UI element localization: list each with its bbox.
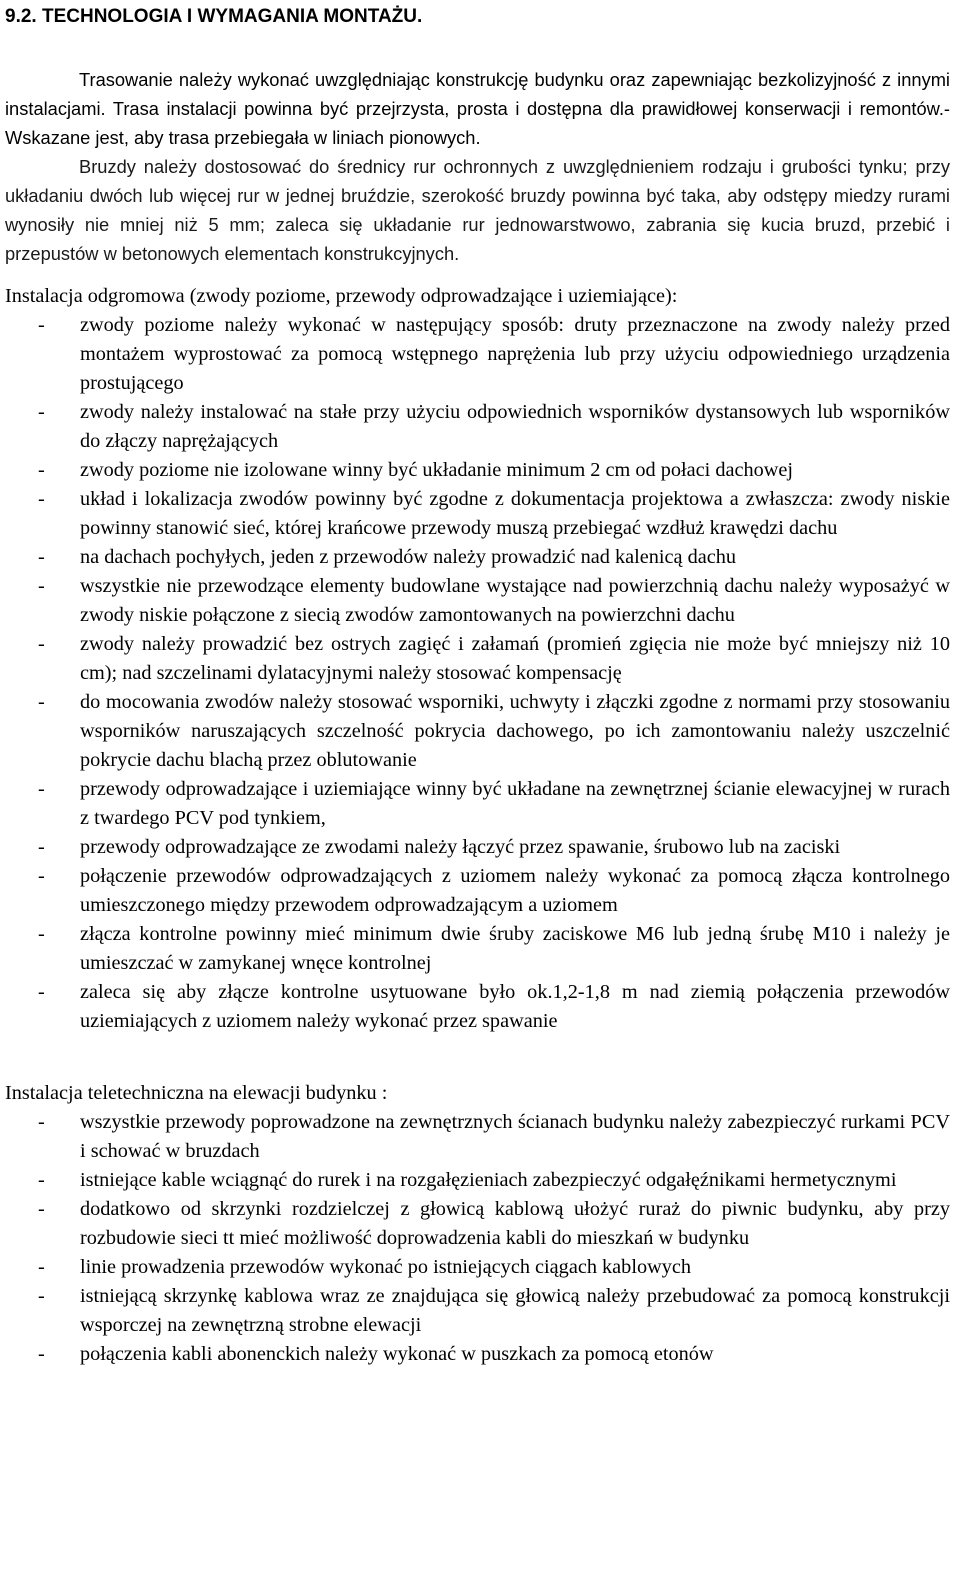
list-item xyxy=(5,485,950,543)
list-item xyxy=(5,311,950,398)
dash-bullet: - xyxy=(38,778,45,800)
list-item-text: układ i lokalizacja zwodów powinny być zgodne z dokumentacja projektowa a zwłaszcza: zwody niskie powinny stanowić sieć, której krańcowe przewody muszą przebiegać wzdłuż krawędzi dachu xyxy=(80,488,950,539)
dash-bullet: - xyxy=(38,546,45,568)
list-item xyxy=(5,456,950,485)
lightning-list xyxy=(5,311,950,1036)
dash-bullet: - xyxy=(38,865,45,887)
list-item xyxy=(5,543,950,572)
dash-bullet: - xyxy=(38,981,45,1003)
dash-bullet: - xyxy=(38,836,45,858)
list-item xyxy=(5,688,950,775)
list-item-text: dodatkowo od skrzynki rozdzielczej z głowicą kablową ułożyć ruraż do piwnic budynku, aby przy rozbudowie sieci tt mieć możliwość doprowadzenia kabli do mieszkań w budynku xyxy=(80,1198,950,1249)
paragraph-grooves: Bruzdy należy dostosować do średnicy rur ochronnych z uwzględnieniem rodzaju i grubości tynku; przy układaniu dwóch lub więcej rur w jednej bruździe, szerokość bruzdy powinna być taka, aby odstępy miedzy rurami wynosiły nie mniej niż 5 mm; zaleca się układanie rur jednowarstwowo, zabrania się kucia bruzd, przebić i przepustów w betonowych elementach konstrukcyjnych. xyxy=(5,156,950,264)
dash-bullet: - xyxy=(38,1285,45,1307)
list-item xyxy=(5,1108,950,1166)
dash-bullet: - xyxy=(38,1343,45,1365)
list-item xyxy=(5,978,950,1036)
list-item-text: do mocowania zwodów należy stosować wsporniki, uchwyty i złączki zgodne z normami przy stosowaniu wsporników naruszających szczelność pokrycia dachowego, po ich zamontowaniu należy uszczelnić pokrycie dachu blachą przez oblutowanie xyxy=(80,691,950,771)
list-item xyxy=(5,1340,950,1369)
list-item-text: złącza kontrolne powinny mieć minimum dwie śruby zaciskowe M6 lub jedną śrubę M10 i należy je umieszczać w zamykanej wnęce kontrolnej xyxy=(80,923,950,974)
lightning-intro: Instalacja odgromowa (zwody poziome, przewody odprowadzające i uziemiające): xyxy=(5,285,678,307)
dash-bullet: - xyxy=(38,1169,45,1191)
list-item xyxy=(5,398,950,456)
dash-bullet: - xyxy=(38,1111,45,1133)
list-item-text: zwody należy instalować na stałe przy użyciu odpowiednich wsporników dystansowych lub wsporników do złączy naprężających xyxy=(80,401,950,452)
list-item xyxy=(5,572,950,630)
list-item-text: połączenia kabli abonenckich należy wykonać w puszkach za pomocą etonów xyxy=(80,1343,714,1365)
list-item-text: wszystkie nie przewodzące elementy budowlane wystające nad powierzchnią dachu należy wyposażyć w zwody niskie połączone z siecią zwodów zamontowanych na powierzchni dachu xyxy=(80,575,950,626)
list-item xyxy=(5,920,950,978)
list-item xyxy=(5,833,950,862)
list-item xyxy=(5,1166,950,1195)
list-item-text: istniejącą skrzynkę kablowa wraz ze znajdująca się głowicą należy przebudować za pomocą konstrukcji wsporczej na zewnętrzną strobne elewacji xyxy=(80,1285,950,1336)
list-item-text: przewody odprowadzające ze zwodami należy łączyć przez spawanie, śrubowo lub na zaciski xyxy=(80,836,841,858)
dash-bullet: - xyxy=(38,459,45,481)
list-item xyxy=(5,775,950,833)
section-heading: 9.2. TECHNOLOGIA I WYMAGANIA MONTAŻU. xyxy=(5,6,423,27)
list-item-text: istniejące kable wciągnąć do rurek i na rozgałęzieniach zabezpieczyć odgałęźnikami hermetycznymi xyxy=(80,1169,897,1191)
list-item xyxy=(5,862,950,920)
dash-bullet: - xyxy=(38,1198,45,1220)
dash-bullet: - xyxy=(38,633,45,655)
telecom-intro: Instalacja teletechniczna na elewacji budynku : xyxy=(5,1082,388,1104)
dash-bullet: - xyxy=(38,488,45,510)
list-item-text: zwody poziome nie izolowane winny być układanie minimum 2 cm od połaci dachowej xyxy=(80,459,794,481)
list-item xyxy=(5,1253,950,1282)
list-item-text: na dachach pochyłych, jeden z przewodów należy prowadzić nad kalenicą dachu xyxy=(80,546,737,568)
list-item xyxy=(5,1195,950,1253)
list-item-text: połączenie przewodów odprowadzających z uziomem należy wykonać za pomocą złącza kontrolnego umieszczonego między przewodem odprowadzającym a uziomem xyxy=(80,865,950,916)
list-item xyxy=(5,1282,950,1340)
dash-bullet: - xyxy=(38,691,45,713)
paragraph-routing: Trasowanie należy wykonać uwzględniając konstrukcję budynku oraz zapewniając bezkolizyjność z innymi instalacjami. Trasa instalacji powinna być przejrzysta, prosta i dostępna dla prawidłowej konserwacji i remontów.- Wskazane jest, aby trasa przebiegała w liniach pionowych. xyxy=(5,69,950,148)
dash-bullet: - xyxy=(38,575,45,597)
list-item xyxy=(5,630,950,688)
dash-bullet: - xyxy=(38,1256,45,1278)
dash-bullet: - xyxy=(38,923,45,945)
list-item-text: zwody należy prowadzić bez ostrych zagięć i załamań (promień zgięcia nie może być mniejszy niż 10 cm); nad szczelinami dylatacyjnymi należy stosować kompensację xyxy=(80,633,950,684)
list-item-text: zaleca się aby złącze kontrolne usytuowane było ok.1,2-1,8 m nad ziemią połączenia przewodów uziemiających z uziomem należy wykonać przez spawanie xyxy=(80,981,950,1032)
telecom-list xyxy=(5,1108,950,1369)
list-item-text: zwody poziome należy wykonać w następujący sposób: druty przeznaczone na zwody należy przed montażem wyprostować za pomocą wstępnego naprężenia lub przy użyciu odpowiedniego urządzenia prostującego xyxy=(80,314,950,394)
list-item-text: przewody odprowadzające i uziemiające winny być układane na zewnętrznej ścianie elewacyjnej w rurach z twardego PCV pod tynkiem, xyxy=(80,778,950,829)
document-page xyxy=(5,0,950,1369)
dash-bullet: - xyxy=(38,314,45,336)
list-item-text: linie prowadzenia przewodów wykonać po istniejących ciągach kablowych xyxy=(80,1256,692,1278)
dash-bullet: - xyxy=(38,401,45,423)
list-item-text: wszystkie przewody poprowadzone na zewnętrznych ścianach budynku należy zabezpieczyć rurkami PCV i schować w bruzdach xyxy=(80,1111,950,1162)
